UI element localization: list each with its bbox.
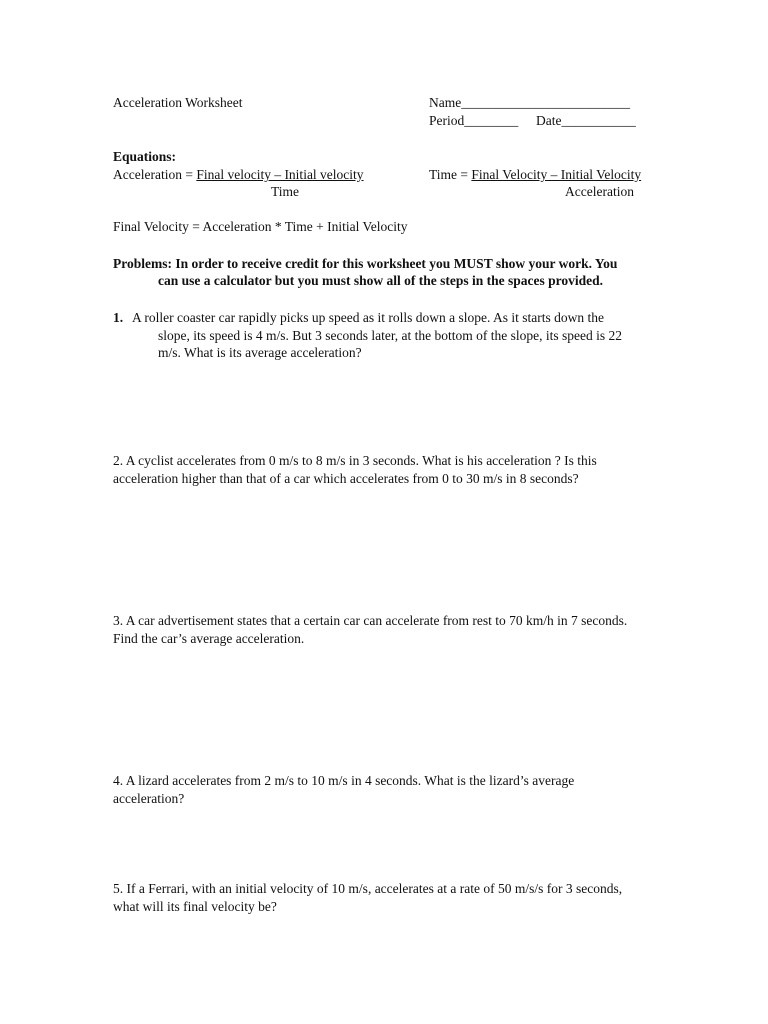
problem-5-line-1: 5. If a Ferrari, with an initial velocity of 10 m/s, accelerates at a rate of 50 m/s/s for 3 seconds, — [113, 881, 623, 896]
problem-4-line-1: 4. A lizard accelerates from 2 m/s to 10 m/s in 4 seconds. What is the lizard’s average — [113, 773, 575, 788]
problem-1-line-2: slope, its speed is 4 m/s. But 3 seconds later, at the bottom of the slope, its speed is 22 — [158, 328, 623, 343]
acceleration-equation-denominator: Time — [271, 184, 300, 199]
worksheet-title: Acceleration Worksheet — [113, 95, 243, 110]
problem-1-line-3: m/s. What is its average acceleration? — [158, 345, 362, 360]
date-field-line: Date___________ — [536, 113, 636, 128]
time-equation-lhs: Time = — [429, 167, 472, 182]
acceleration-equation-lhs: Acceleration = — [113, 167, 197, 182]
problem-5-line-2: what will its final velocity be? — [113, 899, 277, 914]
problem-1-line-1: A roller coaster car rapidly picks up speed as it rolls down a slope. As it starts down the — [132, 310, 605, 325]
acceleration-equation — [113, 166, 364, 184]
problem-4-line-2: acceleration? — [113, 791, 185, 806]
instructions-line-2: can use a calculator but you must show all of the steps in the spaces provided. — [158, 273, 604, 288]
time-equation-numerator: Final Velocity – Initial Velocity — [471, 167, 642, 182]
equations-heading: Equations: — [113, 149, 177, 164]
time-equation — [429, 166, 641, 184]
problem-2-line-1: 2. A cyclist accelerates from 0 m/s to 8 m/s in 3 seconds. What is his acceleration ? Is this — [113, 453, 597, 468]
acceleration-equation-numerator: Final velocity – Initial velocity — [196, 167, 364, 182]
name-field-line: Name_________________________ — [429, 95, 630, 110]
problem-2-line-2: acceleration higher than that of a car which accelerates from 0 to 30 m/s in 8 seconds? — [113, 471, 579, 486]
period-field-line: Period________ — [429, 113, 519, 128]
problem-3-line-1: 3. A car advertisement states that a certain car can accelerate from rest to 70 km/h in 7 seconds. — [113, 613, 628, 628]
problem-1-number: 1. — [113, 310, 124, 325]
problem-3-line-2: Find the car’s average acceleration. — [113, 631, 305, 646]
instructions-line-1: Problems: In order to receive credit for this worksheet you MUST show your work. You — [113, 256, 618, 271]
time-equation-denominator: Acceleration — [565, 184, 634, 199]
final-velocity-equation: Final Velocity = Acceleration * Time + Initial Velocity — [113, 219, 408, 234]
